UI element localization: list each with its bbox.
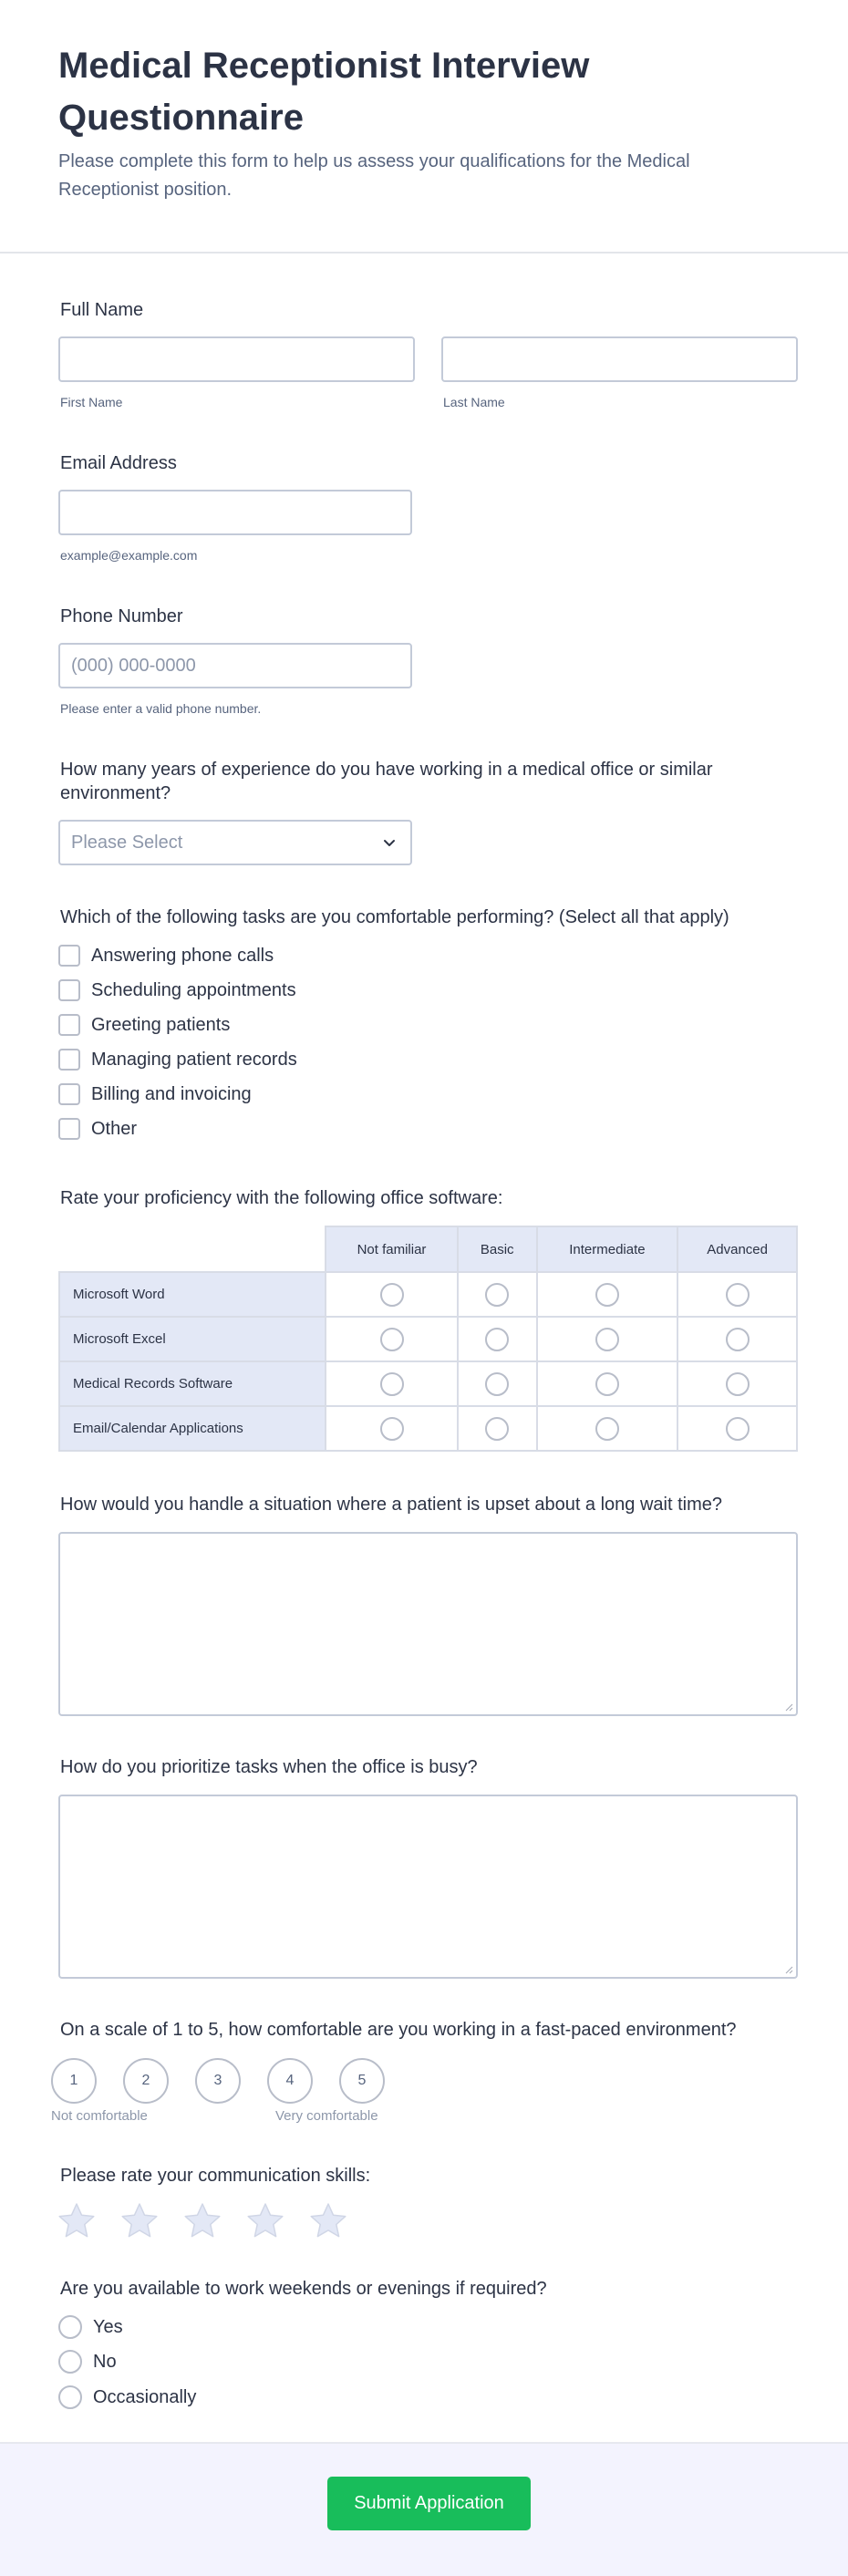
experience-label: How many years of experience do you have working in a medical office or similar environment? — [60, 760, 713, 803]
availability-option-label: Yes — [93, 2316, 123, 2337]
availability-label: Are you available to work weekends or evenings if required? — [60, 2279, 547, 2299]
task-option-other[interactable] — [58, 1117, 137, 1141]
radio-button[interactable] — [380, 1417, 404, 1441]
matrix-row — [59, 1272, 797, 1317]
task-option-label: Other — [91, 1118, 138, 1139]
star-icon[interactable] — [183, 2202, 222, 2239]
radio-button[interactable] — [726, 1328, 750, 1351]
matrix-row-label: Email/Calendar Applications — [59, 1406, 326, 1451]
task-option-answering[interactable] — [58, 944, 274, 967]
task-option-label: Answering phone calls — [91, 945, 274, 966]
radio-button[interactable] — [485, 1417, 509, 1441]
scale-max-label: Very comfortable — [275, 2108, 378, 2124]
phone-input[interactable] — [58, 643, 412, 688]
checkbox[interactable] — [58, 945, 80, 967]
radio-button[interactable] — [380, 1328, 404, 1351]
task-option-scheduling[interactable] — [58, 978, 296, 1002]
upset-patient-textarea[interactable] — [58, 1532, 798, 1716]
prioritize-textarea[interactable] — [58, 1795, 798, 1979]
matrix-row — [59, 1361, 797, 1406]
first-name-input[interactable] — [58, 336, 415, 382]
last-name-sublabel: Last Name — [443, 395, 505, 409]
task-option-label: Billing and invoicing — [91, 1083, 252, 1104]
scale-option-1[interactable]: 1 — [51, 2058, 97, 2104]
checkbox[interactable] — [58, 979, 80, 1001]
radio-button[interactable] — [485, 1372, 509, 1396]
scale-option-3[interactable]: 3 — [195, 2058, 241, 2104]
availability-option-label: No — [93, 2351, 117, 2372]
task-option-records[interactable] — [58, 1048, 297, 1071]
software-matrix — [58, 1226, 798, 1452]
resize-handle-icon[interactable] — [784, 1965, 793, 1974]
radio-button[interactable] — [595, 1372, 619, 1396]
last-name-input[interactable] — [441, 336, 798, 382]
availability-option-yes[interactable] — [58, 2315, 123, 2339]
checkbox[interactable] — [58, 1083, 80, 1105]
radio-button[interactable] — [485, 1283, 509, 1307]
checkbox[interactable] — [58, 1014, 80, 1036]
radio-button[interactable] — [380, 1372, 404, 1396]
radio-button[interactable] — [380, 1283, 404, 1307]
task-option-label: Scheduling appointments — [91, 979, 296, 1000]
radio-button[interactable] — [595, 1328, 619, 1351]
availability-option-label: Occasionally — [93, 2386, 197, 2407]
experience-select[interactable] — [58, 820, 412, 865]
matrix-column-header: Intermediate — [537, 1226, 678, 1272]
email-label: Email Address — [60, 453, 177, 473]
radio-button[interactable] — [726, 1283, 750, 1307]
radio-button[interactable] — [726, 1417, 750, 1441]
task-option-billing[interactable] — [58, 1082, 252, 1106]
scale-option-2[interactable]: 2 — [123, 2058, 169, 2104]
form-subtitle: Please complete this form to help us assess your qualifications for the Medical Receptionist position. — [58, 151, 690, 200]
phone-sublabel: Please enter a valid phone number. — [60, 701, 262, 716]
matrix-row — [59, 1317, 797, 1361]
radio-button[interactable] — [485, 1328, 509, 1351]
email-sublabel: example@example.com — [60, 548, 198, 563]
phone-label: Phone Number — [60, 606, 183, 626]
availability-option-occasionally[interactable] — [58, 2385, 196, 2409]
scale-option-5[interactable]: 5 — [339, 2058, 385, 2104]
first-name-sublabel: First Name — [60, 395, 123, 409]
star-icon[interactable] — [246, 2202, 284, 2239]
radio-button[interactable] — [58, 2350, 82, 2374]
matrix-row — [59, 1406, 797, 1451]
matrix-corner — [59, 1226, 326, 1272]
tasks-label: Which of the following tasks are you comfortable performing? (Select all that apply) — [60, 907, 729, 927]
task-option-greeting[interactable] — [58, 1013, 230, 1037]
matrix-column-header: Advanced — [677, 1226, 797, 1272]
fast-paced-label: On a scale of 1 to 5, how comfortable are you working in a fast-paced environment? — [60, 2020, 737, 2040]
submit-button[interactable]: Submit Application — [327, 2477, 531, 2530]
form-title: Medical Receptionist Interview Questionnaire — [58, 46, 590, 138]
radio-button[interactable] — [58, 2385, 82, 2409]
matrix-column-header: Not familiar — [326, 1226, 458, 1272]
phone-placeholder: (000) 000-0000 — [71, 656, 196, 676]
matrix-column-header: Basic — [458, 1226, 537, 1272]
resize-handle-icon[interactable] — [784, 1702, 793, 1712]
scale-option-4[interactable]: 4 — [267, 2058, 313, 2104]
matrix-row-label: Microsoft Word — [59, 1272, 326, 1317]
checkbox[interactable] — [58, 1118, 80, 1140]
checkbox[interactable] — [58, 1049, 80, 1071]
form-header — [0, 0, 848, 253]
matrix-row-label: Medical Records Software — [59, 1361, 326, 1406]
software-label: Rate your proficiency with the following office software: — [60, 1188, 503, 1208]
upset-patient-label: How would you handle a situation where a patient is upset about a long wait time? — [60, 1495, 723, 1515]
task-option-label: Greeting patients — [91, 1014, 231, 1035]
radio-button[interactable] — [595, 1417, 619, 1441]
chevron-down-icon — [381, 834, 398, 851]
availability-option-no[interactable] — [58, 2350, 117, 2374]
task-option-label: Managing patient records — [91, 1049, 297, 1070]
radio-button[interactable] — [595, 1283, 619, 1307]
star-icon[interactable] — [57, 2202, 96, 2239]
prioritize-label: How do you prioritize tasks when the office is busy? — [60, 1757, 478, 1777]
matrix-row-label: Microsoft Excel — [59, 1317, 326, 1361]
email-input[interactable] — [58, 490, 412, 535]
scale-min-label: Not comfortable — [51, 2108, 148, 2124]
experience-placeholder: Please Select — [71, 833, 183, 853]
radio-button[interactable] — [726, 1372, 750, 1396]
full-name-label: Full Name — [60, 300, 144, 320]
communication-label: Please rate your communication skills: — [60, 2166, 371, 2186]
star-icon[interactable] — [309, 2202, 347, 2239]
star-icon[interactable] — [120, 2202, 159, 2239]
radio-button[interactable] — [58, 2315, 82, 2339]
